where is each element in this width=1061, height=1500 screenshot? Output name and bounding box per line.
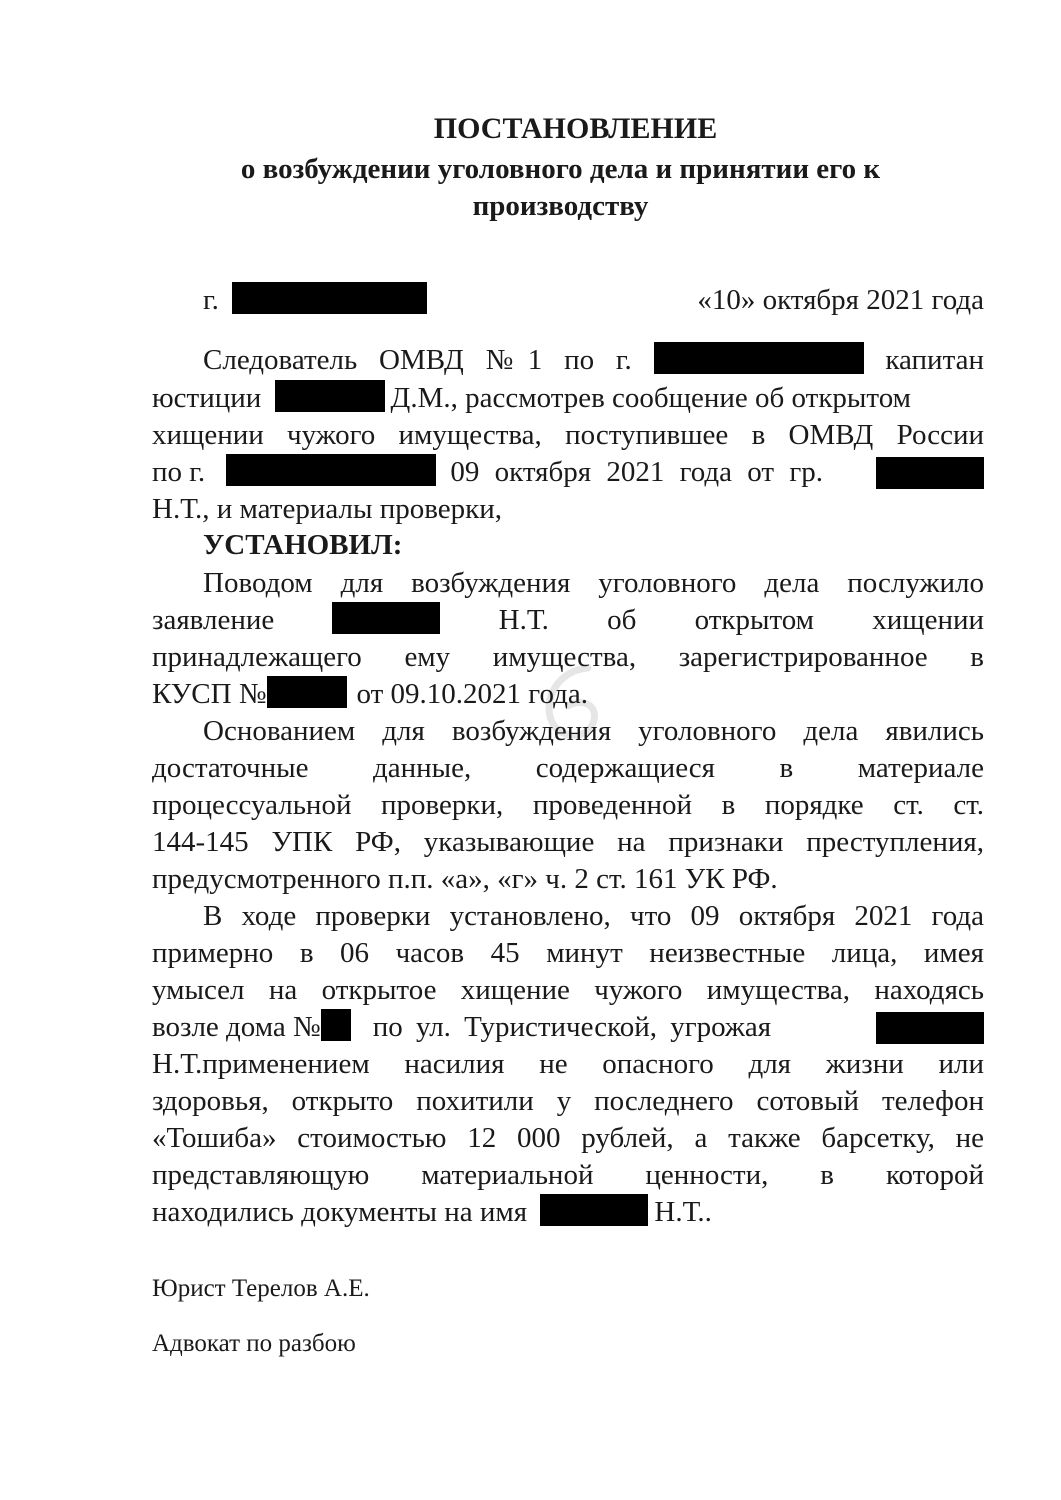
redacted-surname — [540, 1194, 648, 1226]
footer-author: Юрист Терелов А.Е. — [152, 1275, 370, 1302]
p2-line-3: процессуальной проверки, проведенной в порядке ст. ст. — [152, 789, 984, 821]
redacted-city — [226, 454, 436, 486]
redacted-city — [232, 282, 427, 314]
p1-line-3: принадлежащего ему имущества, зарегистрированное в — [152, 641, 984, 673]
p3-line-9: находились документы на имя Н.Т.. — [152, 1196, 712, 1228]
redacted-surname — [332, 602, 440, 634]
intro-line-5: Н.Т., и материалы проверки, — [152, 493, 502, 525]
p1-line-1: Поводом для возбуждения уголовного дела послужило — [203, 567, 984, 599]
header-line — [203, 282, 984, 319]
p1-line-2: заявление Н.Т. об открытом хищении — [152, 604, 985, 636]
p2-line-1: Основанием для возбуждения уголовного дела явились — [203, 715, 984, 747]
document-date: «10» октября 2021 года — [697, 284, 984, 316]
p3-line-3: умысел на открытое хищение чужого имущества, находясь — [152, 974, 984, 1006]
redacted-surname — [876, 457, 984, 489]
section-heading: УСТАНОВИЛ: — [203, 529, 403, 561]
p3-line-8: представляющую материальной ценности, в которой — [152, 1159, 984, 1191]
p2-line-2: достаточные данные, содержащиеся в материале — [152, 752, 984, 784]
intro-line-4: по г. 09 октября 2021 года от гр. — [152, 454, 984, 491]
footer-role: Адвокат по разбою — [152, 1330, 356, 1357]
p3-line-4: возле дома № по ул. Туристической, угрожая — [152, 1009, 984, 1046]
redacted-surname — [275, 380, 385, 412]
p3-line-1: В ходе проверки установлено, что 09 октября 2021 года — [203, 900, 984, 932]
redacted-number — [267, 676, 347, 708]
document-title: ПОСТАНОВЛЕНИЕ — [433, 112, 718, 145]
p3-line-7: «Тошиба» стоимостью 12 000 рублей, а также барсетку, не — [152, 1122, 984, 1154]
redacted-number — [321, 1009, 351, 1041]
p1-line-4: КУСП № от 09.10.2021 года. — [152, 678, 589, 710]
intro-line-1: Следователь ОМВД №1 по г. капитан — [203, 344, 984, 376]
document-subtitle-line-2: производству — [472, 190, 649, 222]
p2-line-4: 144-145 УПК РФ, указывающие на признаки преступления, — [152, 826, 984, 858]
p3-line-2: примерно в 06 часов 45 минут неизвестные лица, имея — [152, 937, 984, 969]
p2-line-5: предусмотренного п.п. «а», «г» ч. 2 ст. 161 УК РФ. — [152, 863, 778, 895]
intro-line-3: хищении чужого имущества, поступившее в ОМВД России — [152, 419, 984, 451]
p3-line-6: здоровья, открыто похитили у последнего сотовый телефон — [152, 1085, 984, 1117]
redacted-surname — [876, 1012, 984, 1044]
document-subtitle-line-1: о возбуждении уголовного дела и принятии его к — [240, 153, 881, 185]
p3-line-5: Н.Т.применением насилия не опасного для жизни или — [152, 1048, 984, 1080]
intro-line-2: юстиции Д.М., рассмотрев сообщение об открытом — [152, 382, 911, 414]
city-prefix: г. — [203, 284, 219, 316]
redacted-city — [654, 342, 864, 374]
